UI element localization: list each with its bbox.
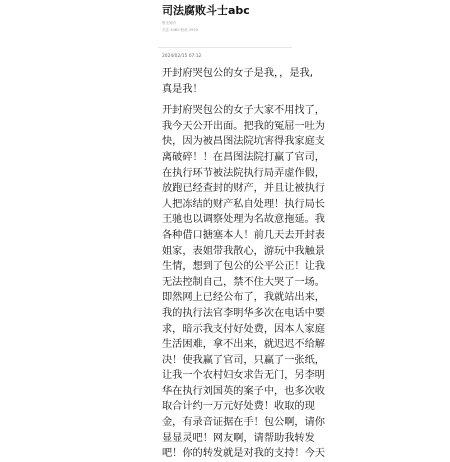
text-line: 生情，想到了包公的公平公正！让我 (162, 261, 325, 273)
text-line: 离破碎！！在昌图法院打赢了官司， (162, 151, 325, 163)
post-date: 2024/02/15 07:12 (162, 54, 202, 59)
text-line: 快，因为被昌图法院坑害得我家庭支 (162, 136, 325, 148)
text-line: 求，暗示我支付好处费，因本人家庭 (162, 323, 325, 335)
follow-stats: 关注 4480 粉丝 3920 (162, 28, 199, 32)
text-line: 各种借口搪塞本人！前几天去开封表 (162, 229, 325, 241)
text-line: 放跑已经查封的财产，并且让被执行 (162, 183, 325, 195)
text-line: 让我一个农村妇女求告无门，另李明 (162, 370, 325, 382)
text-line: 华在执行刘国英的案子中，也多次收 (162, 385, 325, 397)
text-line: 取合计约一万元好处费！收取的现 (162, 401, 315, 413)
article-body (162, 66, 325, 462)
text-line: 开封府哭包公的女子大家不用找了， (162, 105, 325, 117)
text-line: 姐家，表姐带我散心，游玩中我触景 (162, 245, 325, 257)
text-line: 真是我！ (162, 83, 203, 95)
text-line: 金，有录音证据在手！包公啊，请你 (162, 417, 325, 429)
text-line: 即然网上已经公布了，我就站出来， (162, 292, 325, 304)
text-line: 人把冻结的财产私自处理！执行局长 (162, 198, 325, 210)
date-bar (158, 47, 292, 60)
author-info: 暂无简介 (162, 21, 177, 25)
article-title: 司法腐败斗士abc (162, 4, 250, 17)
text-line: 显显灵吧！网友啊，请帮助我转发 (162, 432, 315, 444)
text-line: 无法控制自己，禁不住大哭了一场。 (162, 276, 325, 288)
text-line: 开封府哭包公的女子是我，，是我, (162, 68, 313, 79)
text-line: 吧！你的转发就是对我的支持！今天 (162, 448, 325, 460)
article-page (162, 0, 325, 460)
text-line: 我的执行法官李明华多次在电话中要 (162, 307, 325, 319)
text-line: 我今天公开出面。把我的冤屈一吐为 (162, 120, 325, 132)
text-line: 王驰也以调察处理为名故意拖延。我 (162, 214, 325, 226)
text-line: 决！使我赢了官司，只赢了一张纸， (162, 354, 325, 366)
text-line: 在执行环节被法院执行局弄虚作假， (162, 167, 325, 179)
text-line: 生活困难，拿不出来，就迟迟不给解 (162, 339, 325, 351)
